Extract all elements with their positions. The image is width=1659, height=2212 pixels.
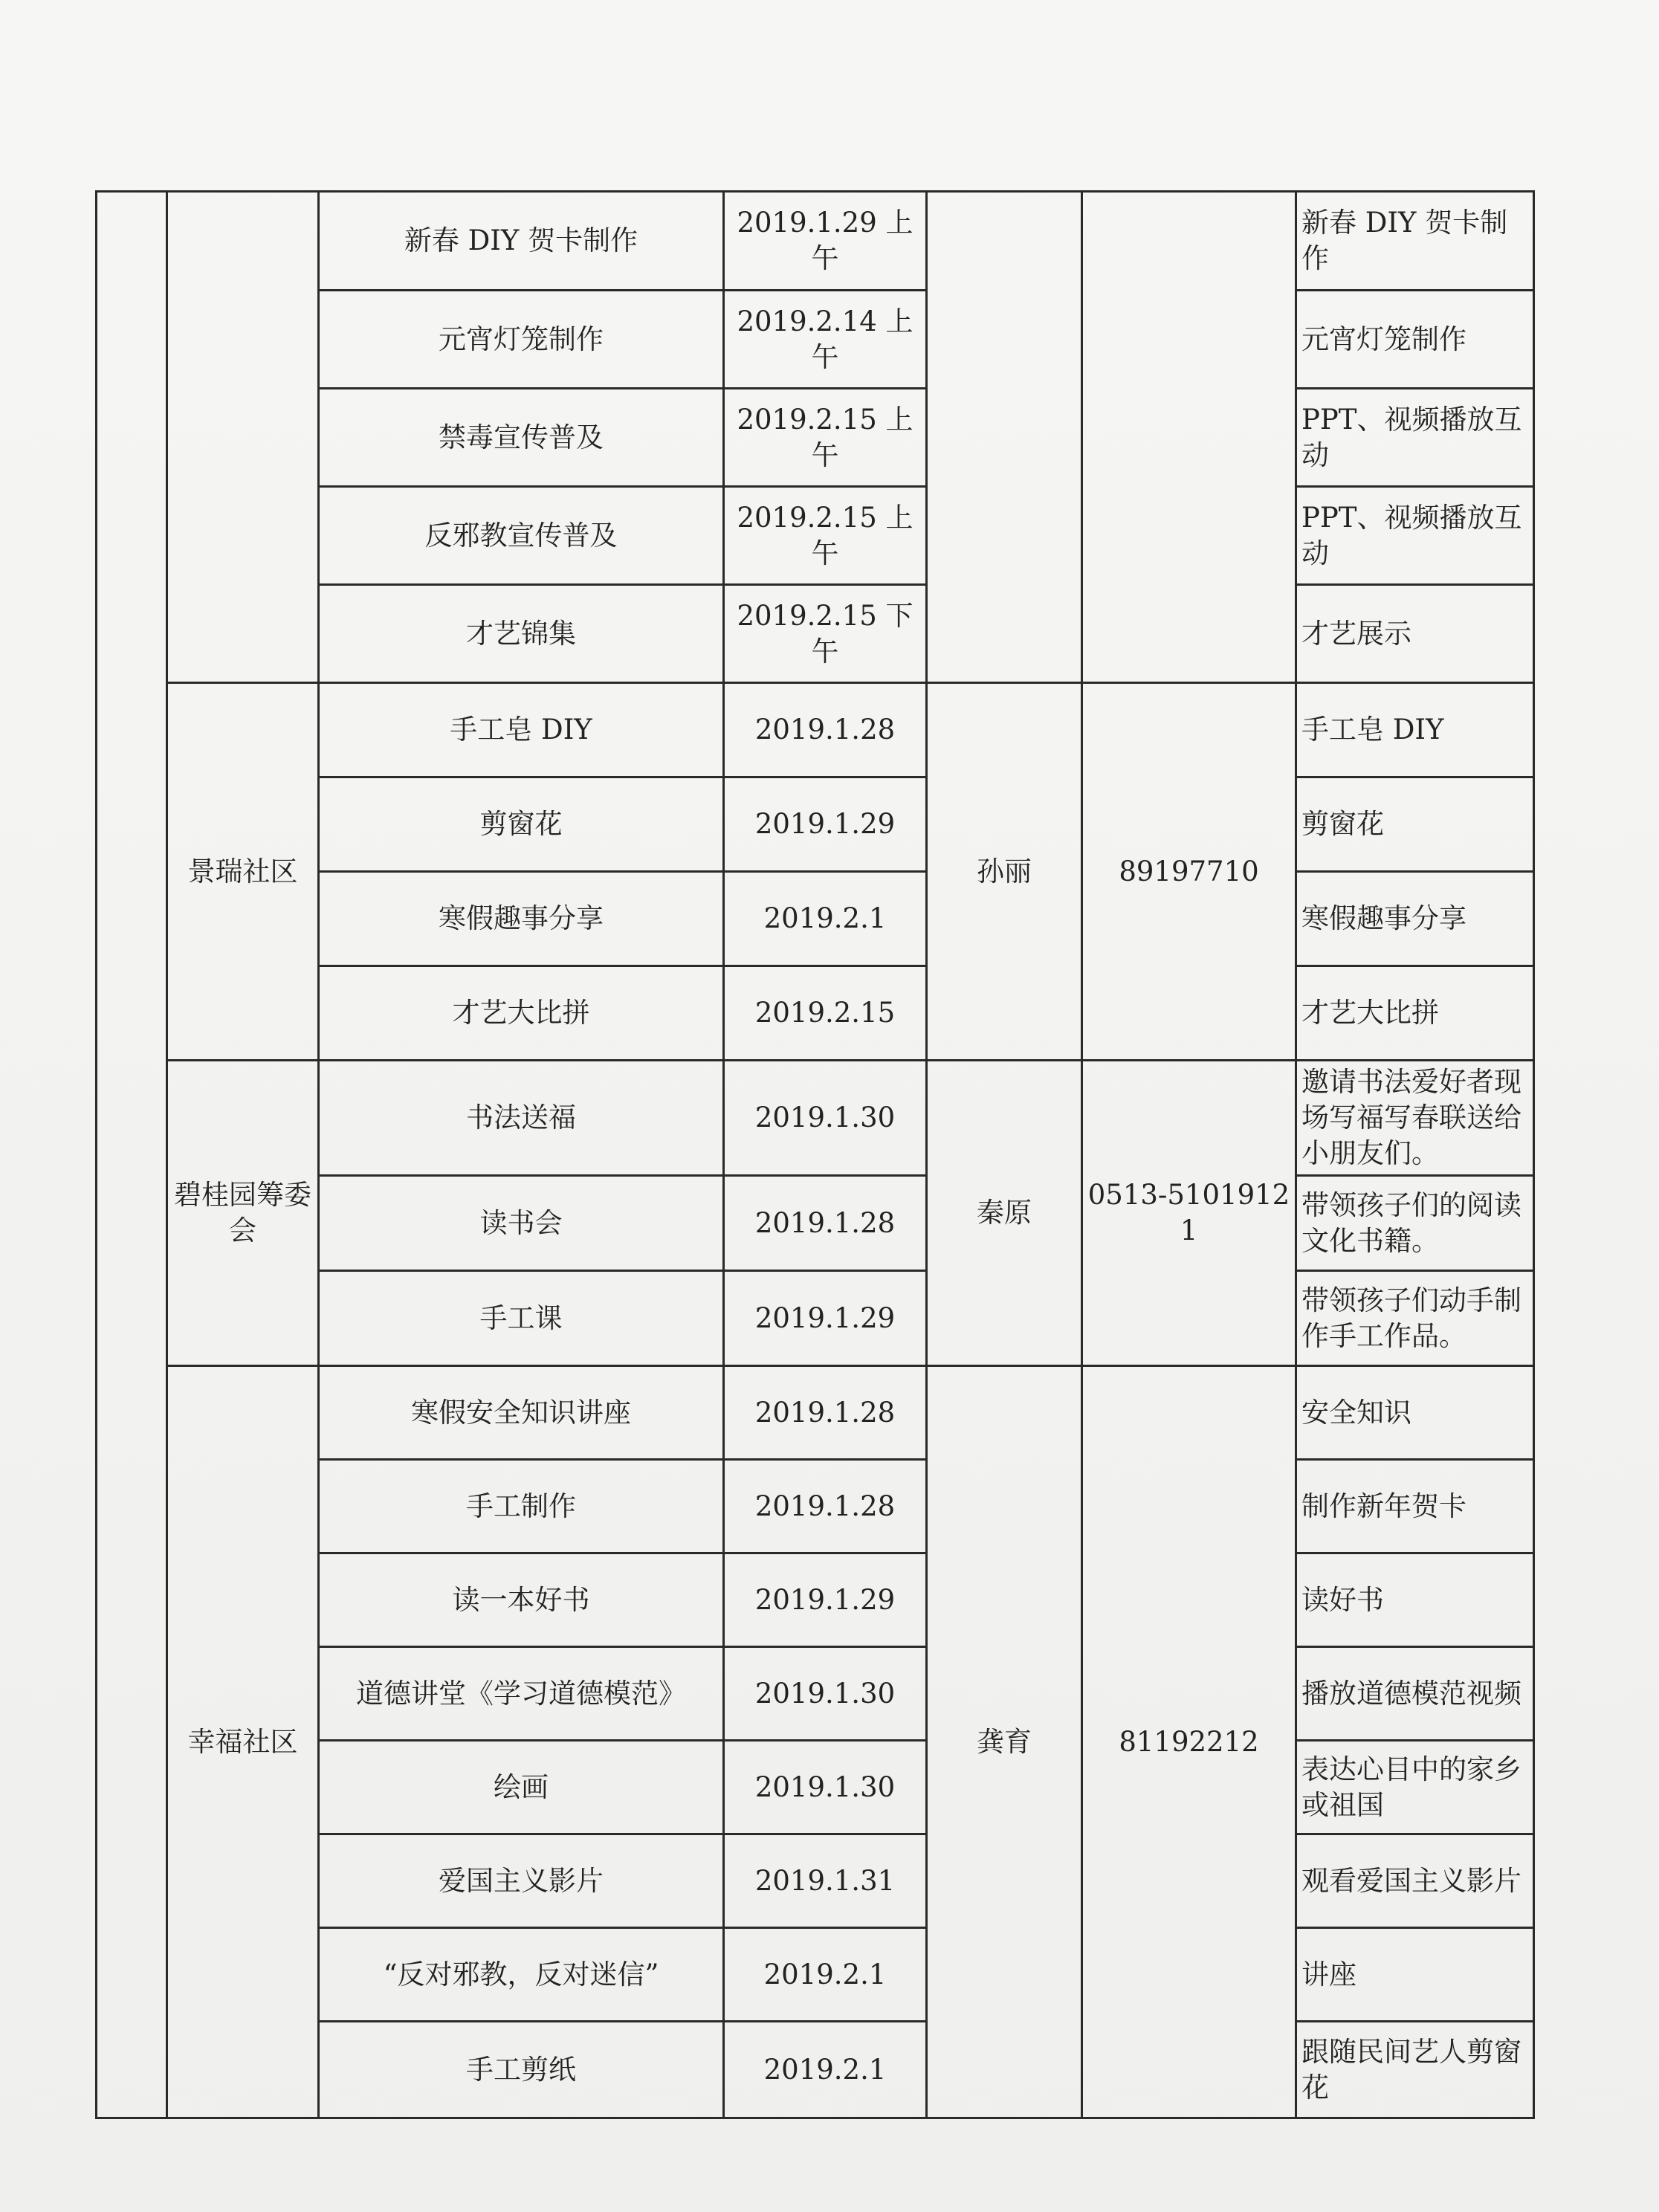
activity-cell: 手工皂 DIY — [319, 683, 724, 777]
activity-cell: 读一本好书 — [319, 1553, 724, 1647]
date-cell: 2019.2.1 — [724, 872, 927, 966]
date-cell: 2019.1.29 上午 — [724, 192, 927, 291]
content-cell: 读好书 — [1296, 1553, 1534, 1647]
contact-cell: 孙丽 — [927, 683, 1082, 1061]
content-cell: 播放道德模范视频 — [1296, 1647, 1534, 1741]
activity-cell: 书法送福 — [319, 1061, 724, 1176]
activity-cell: “反对邪教，反对迷信” — [319, 1928, 724, 2022]
activity-cell: 爱国主义影片 — [319, 1834, 724, 1928]
content-cell: 才艺展示 — [1296, 585, 1534, 683]
date-cell: 2019.2.1 — [724, 1928, 927, 2022]
activity-cell: 新春 DIY 贺卡制作 — [319, 192, 724, 291]
table-row — [97, 1061, 1534, 1176]
content-cell: 剪窗花 — [1296, 777, 1534, 872]
date-cell: 2019.2.1 — [724, 2022, 927, 2118]
content-cell: 手工皂 DIY — [1296, 683, 1534, 777]
content-cell: 跟随民间艺人剪窗花 — [1296, 2022, 1534, 2118]
date-cell: 2019.1.28 — [724, 1176, 927, 1271]
date-cell: 2019.2.15 上午 — [724, 389, 927, 487]
index-column-cell — [97, 192, 167, 2118]
activity-cell: 手工制作 — [319, 1460, 724, 1553]
activity-cell: 禁毒宣传普及 — [319, 389, 724, 487]
activity-cell: 寒假趣事分享 — [319, 872, 724, 966]
date-cell: 2019.1.28 — [724, 1460, 927, 1553]
date-cell: 2019.1.29 — [724, 1271, 927, 1366]
date-cell: 2019.2.15 下午 — [724, 585, 927, 683]
community-cell — [167, 192, 319, 683]
contact-cell — [927, 192, 1082, 683]
content-cell: 带领孩子们的阅读文化书籍。 — [1296, 1176, 1534, 1271]
activity-cell: 绘画 — [319, 1741, 724, 1834]
phone-cell: 0513-51019121 — [1082, 1061, 1296, 1366]
activity-cell: 手工剪纸 — [319, 2022, 724, 2118]
activity-cell: 才艺锦集 — [319, 585, 724, 683]
phone-cell: 89197710 — [1082, 683, 1296, 1061]
content-cell: 元宵灯笼制作 — [1296, 291, 1534, 389]
community-cell: 幸福社区 — [167, 1366, 319, 2118]
content-cell: 讲座 — [1296, 1928, 1534, 2022]
activity-cell: 元宵灯笼制作 — [319, 291, 724, 389]
contact-cell: 龚育 — [927, 1366, 1082, 2118]
date-cell: 2019.2.14 上午 — [724, 291, 927, 389]
content-cell: 带领孩子们动手制作手工作品。 — [1296, 1271, 1534, 1366]
content-cell: 新春 DIY 贺卡制作 — [1296, 192, 1534, 291]
activity-cell: 道德讲堂《学习道德模范》 — [319, 1647, 724, 1741]
content-cell: 才艺大比拼 — [1296, 966, 1534, 1061]
activity-cell: 剪窗花 — [319, 777, 724, 872]
community-cell: 景瑞社区 — [167, 683, 319, 1061]
date-cell: 2019.1.31 — [724, 1834, 927, 1928]
content-cell: 表达心目中的家乡或祖国 — [1296, 1741, 1534, 1834]
date-cell: 2019.1.30 — [724, 1741, 927, 1834]
date-cell: 2019.1.30 — [724, 1061, 927, 1176]
phone-cell — [1082, 192, 1296, 683]
activity-cell: 读书会 — [319, 1176, 724, 1271]
activity-cell: 反邪教宣传普及 — [319, 487, 724, 585]
content-cell: PPT、视频播放互动 — [1296, 487, 1534, 585]
date-cell: 2019.2.15 — [724, 966, 927, 1061]
activity-schedule-table — [95, 190, 1535, 2119]
date-cell: 2019.1.28 — [724, 1366, 927, 1460]
date-cell: 2019.1.30 — [724, 1647, 927, 1741]
phone-cell: 81192212 — [1082, 1366, 1296, 2118]
date-cell: 2019.1.29 — [724, 777, 927, 872]
content-cell: 安全知识 — [1296, 1366, 1534, 1460]
contact-cell: 秦原 — [927, 1061, 1082, 1366]
table-row — [97, 1366, 1534, 1460]
content-cell: 制作新年贺卡 — [1296, 1460, 1534, 1553]
date-cell: 2019.2.15 上午 — [724, 487, 927, 585]
table-row — [97, 683, 1534, 777]
table-row — [97, 192, 1534, 291]
activity-cell: 才艺大比拼 — [319, 966, 724, 1061]
activity-cell: 手工课 — [319, 1271, 724, 1366]
date-cell: 2019.1.29 — [724, 1553, 927, 1647]
activity-cell: 寒假安全知识讲座 — [319, 1366, 724, 1460]
content-cell: 观看爱国主义影片 — [1296, 1834, 1534, 1928]
date-cell: 2019.1.28 — [724, 683, 927, 777]
content-cell: PPT、视频播放互动 — [1296, 389, 1534, 487]
content-cell: 寒假趣事分享 — [1296, 872, 1534, 966]
community-cell: 碧桂园筹委会 — [167, 1061, 319, 1366]
content-cell: 邀请书法爱好者现场写福写春联送给小朋友们。 — [1296, 1061, 1534, 1176]
